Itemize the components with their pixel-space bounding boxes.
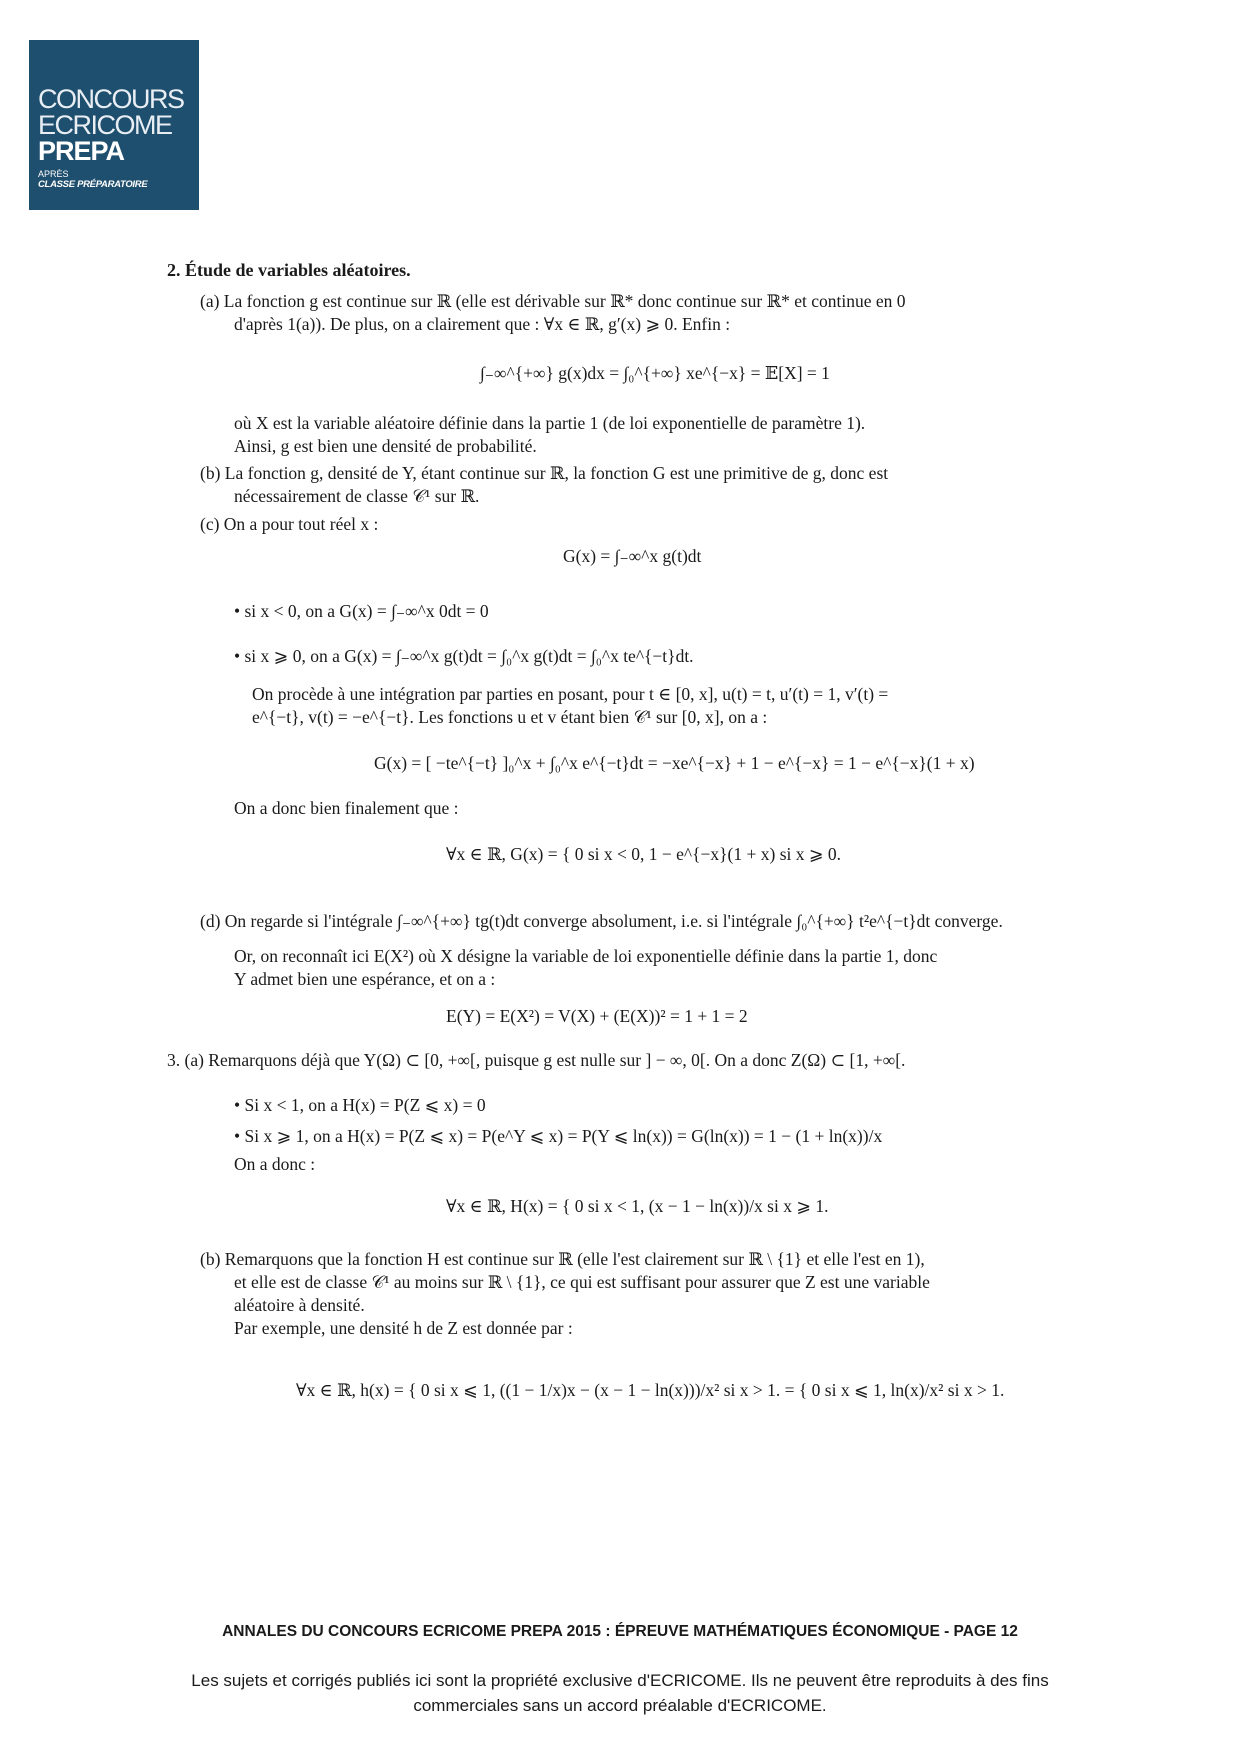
text-line: et elle est de classe 𝒞¹ au moins sur ℝ \ {1}, ce qui est suffisant pour assurer que Z est une variable bbox=[234, 1272, 930, 1292]
text-line: nécessairement de classe 𝒞¹ sur ℝ. bbox=[234, 486, 480, 506]
text-line: d'après 1(a)). De plus, on a clairement que : ∀x ∈ ℝ, g′(x) ⩾ 0. Enfin : bbox=[234, 314, 731, 334]
equation-line: ∀x ∈ ℝ, h(x) = { 0 si x ⩽ 1, ((1 − 1/x)x − (x − 1 − ln(x)))/x² si x > 1. = { 0 si x ⩽ 1, ln(x)/x² si x > 1. bbox=[296, 1380, 1005, 1400]
bullet-line: • Si x ⩾ 1, on a H(x) = P(Z ⩽ x) = P(e^Y ⩽ x) = P(Y ⩽ ln(x)) = G(ln(x)) = 1 − (1 + ln(x))/x bbox=[234, 1126, 883, 1146]
footer-notice: Les sujets et corrigés publiés ici sont la propriété exclusive d'ECRICOME. Ils ne peuvent être reproduits à des fins commerciales sans un accord préalable d'ECRICOME. bbox=[191, 1671, 1049, 1715]
bullet-line: • si x < 0, on a G(x) = ∫₋∞^x 0dt = 0 bbox=[234, 601, 489, 621]
section-2-title: 2. Étude de variables aléatoires. bbox=[167, 260, 411, 280]
logo-line-apres: APRÈS bbox=[38, 169, 69, 179]
text-line: (b) Remarquons que la fonction H est continue sur ℝ (elle l'est clairement sur ℝ \ {1} et elle l'est en 1), bbox=[200, 1249, 925, 1269]
bullet-line: • Si x < 1, on a H(x) = P(Z ⩽ x) = 0 bbox=[234, 1095, 486, 1115]
text-line: On a donc : bbox=[234, 1154, 316, 1174]
logo-line-ecricome: ECRICOME bbox=[38, 110, 172, 140]
logo-line-classe: CLASSE PRÉPARATOIRE bbox=[38, 179, 148, 190]
text-line: (d) On regarde si l'intégrale ∫₋∞^{+∞} tg(t)dt converge absolument, i.e. si l'intégrale ∫₀^{+∞} t²e^{−t}dt converge. bbox=[200, 911, 1003, 931]
logo-line-prepa: PREPA bbox=[38, 136, 125, 166]
equation-line: ∀x ∈ ℝ, H(x) = { 0 si x < 1, (x − 1 − ln(x))/x si x ⩾ 1. bbox=[446, 1196, 829, 1216]
text-line: On a donc bien finalement que : bbox=[234, 798, 459, 818]
text-line: où X est la variable aléatoire définie dans la partie 1 (de loi exponentielle de paramètre 1). bbox=[234, 413, 866, 433]
text-line: aléatoire à densité. bbox=[234, 1295, 365, 1315]
equation-line: ∫₋∞^{+∞} g(x)dx = ∫₀^{+∞} xe^{−x} = 𝔼[X] = 1 bbox=[480, 363, 830, 383]
bullet-line: • si x ⩾ 0, on a G(x) = ∫₋∞^x g(t)dt = ∫₀^x g(t)dt = ∫₀^x te^{−t}dt. bbox=[234, 646, 694, 666]
text-line: On procède à une intégration par parties en posant, pour t ∈ [0, x], u(t) = t, u′(t) = 1, v′(t) = bbox=[252, 684, 889, 704]
text-line: (b) La fonction g, densité de Y, étant continue sur ℝ, la fonction G est une primitive de g, donc est bbox=[200, 463, 889, 483]
text-line: (c) On a pour tout réel x : bbox=[200, 514, 379, 534]
text-line: Y admet bien une espérance, et on a : bbox=[234, 969, 496, 989]
text-line: Or, on reconnaît ici E(X²) où X désigne la variable de loi exponentielle définie dans la partie 1, donc bbox=[234, 946, 938, 966]
equation-line: ∀x ∈ ℝ, G(x) = { 0 si x < 0, 1 − e^{−x}(1 + x) si x ⩾ 0. bbox=[446, 844, 842, 864]
text-line: e^{−t}, v(t) = −e^{−t}. Les fonctions u et v étant bien 𝒞¹ sur [0, x], on a : bbox=[252, 707, 768, 727]
text-line: (a) La fonction g est continue sur ℝ (elle est dérivable sur ℝ* donc continue sur ℝ* et continue en 0 bbox=[200, 291, 906, 311]
ecricome-logo bbox=[29, 40, 199, 210]
logo-line-concours: CONCOURS bbox=[38, 84, 184, 114]
equation-line: G(x) = [ −te^{−t} ]₀^x + ∫₀^x e^{−t}dt = −xe^{−x} + 1 − e^{−x} = 1 − e^{−x}(1 + x) bbox=[374, 753, 975, 773]
footer-title: ANNALES DU CONCOURS ECRICOME PREPA 2015 : ÉPREUVE MATHÉMATIQUES ÉCONOMIQUE - PAGE 12 bbox=[222, 1623, 1018, 1640]
equation-line: E(Y) = E(X²) = V(X) + (E(X))² = 1 + 1 = 2 bbox=[446, 1006, 748, 1026]
equation-line: G(x) = ∫₋∞^x g(t)dt bbox=[563, 546, 702, 566]
text-line: Ainsi, g est bien une densité de probabilité. bbox=[234, 436, 537, 456]
text-line: Par exemple, une densité h de Z est donnée par : bbox=[234, 1318, 573, 1338]
text-line: 3. (a) Remarquons déjà que Y(Ω) ⊂ [0, +∞[, puisque g est nulle sur ] − ∞, 0[. On a donc Z(Ω) ⊂ [1, +∞[. bbox=[167, 1050, 906, 1070]
